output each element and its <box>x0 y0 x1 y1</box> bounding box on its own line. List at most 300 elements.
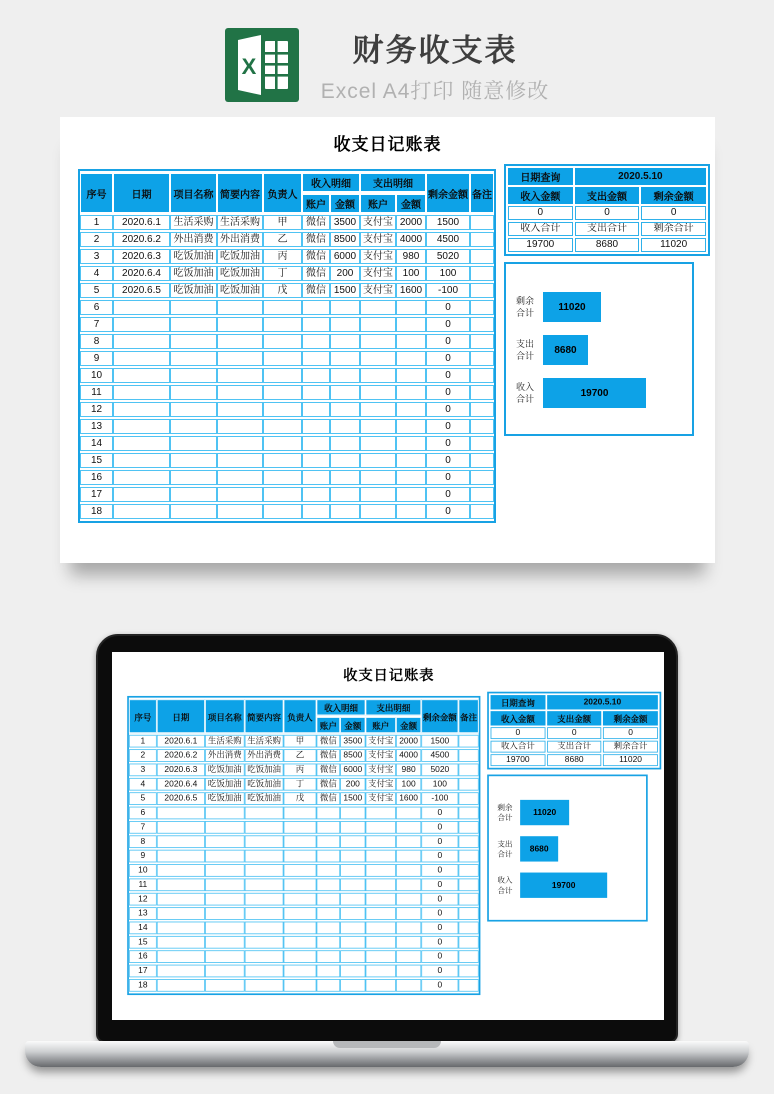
cell-out_account[interactable] <box>360 419 396 434</box>
cell-remaining[interactable]: 100 <box>421 778 458 791</box>
cell-in_amount[interactable] <box>330 351 360 366</box>
income-amount-label[interactable]: 收入金额 <box>508 187 573 204</box>
cell-person[interactable] <box>263 504 302 519</box>
table-row[interactable] <box>80 300 494 315</box>
cell-out_account[interactable] <box>366 907 396 920</box>
cell-out_amount[interactable]: 4000 <box>396 232 426 247</box>
table-row[interactable] <box>80 368 494 383</box>
cell-out_amount[interactable] <box>396 821 421 834</box>
cell-in_amount[interactable] <box>340 936 365 949</box>
cell-out_account[interactable]: 支付宝 <box>360 266 396 281</box>
income-amount-value[interactable]: 0 <box>508 206 573 220</box>
col-header-income-account[interactable]: 账户 <box>316 717 340 733</box>
cell-no[interactable]: 13 <box>80 419 113 434</box>
cell-note[interactable] <box>470 487 494 502</box>
cell-out_account[interactable] <box>366 821 396 834</box>
cell-note[interactable] <box>470 334 494 349</box>
cell-no[interactable]: 15 <box>80 453 113 468</box>
cell-out_account[interactable] <box>366 893 396 906</box>
cell-in_amount[interactable] <box>340 835 365 848</box>
cell-no[interactable]: 10 <box>129 864 157 877</box>
cell-date[interactable] <box>157 864 205 877</box>
col-header-note[interactable]: 备注 <box>470 173 494 213</box>
cell-project[interactable] <box>170 504 217 519</box>
cell-remaining[interactable]: -100 <box>426 283 470 298</box>
income-amount-label[interactable]: 收入金额 <box>491 711 546 725</box>
table-row[interactable] <box>129 735 479 748</box>
cell-person[interactable]: 乙 <box>263 232 302 247</box>
cell-content[interactable] <box>217 453 263 468</box>
table-row[interactable] <box>80 402 494 417</box>
cell-date[interactable] <box>157 835 205 848</box>
cell-in_amount[interactable] <box>340 907 365 920</box>
cell-no[interactable]: 7 <box>129 821 157 834</box>
cell-date[interactable] <box>113 487 170 502</box>
cell-out_account[interactable]: 支付宝 <box>366 778 396 791</box>
cell-out_amount[interactable] <box>396 835 421 848</box>
cell-date[interactable] <box>113 453 170 468</box>
cell-out_account[interactable] <box>360 317 396 332</box>
cell-note[interactable] <box>458 778 478 791</box>
cell-project[interactable] <box>170 470 217 485</box>
cell-no[interactable]: 6 <box>80 300 113 315</box>
remaining-total-value[interactable]: 11020 <box>603 754 658 766</box>
cell-note[interactable] <box>470 419 494 434</box>
cell-content[interactable] <box>245 965 284 978</box>
table-row[interactable] <box>80 351 494 366</box>
cell-in_amount[interactable] <box>340 922 365 935</box>
cell-person[interactable] <box>263 436 302 451</box>
cell-no[interactable]: 8 <box>80 334 113 349</box>
cell-no[interactable]: 3 <box>129 764 157 777</box>
cell-content[interactable] <box>217 300 263 315</box>
cell-no[interactable]: 2 <box>129 749 157 762</box>
table-row[interactable] <box>80 504 494 519</box>
date-query-value[interactable]: 2020.5.10 <box>575 168 706 185</box>
cell-in_amount[interactable]: 8500 <box>330 232 360 247</box>
cell-remaining[interactable]: 100 <box>426 266 470 281</box>
cell-out_account[interactable] <box>360 385 396 400</box>
cell-no[interactable]: 1 <box>80 215 113 230</box>
cell-in_account[interactable]: 微信 <box>316 735 340 748</box>
cell-date[interactable] <box>113 300 170 315</box>
cell-date[interactable]: 2020.6.2 <box>157 749 205 762</box>
table-row[interactable] <box>129 979 479 992</box>
cell-out_amount[interactable] <box>396 351 426 366</box>
table-row[interactable] <box>80 436 494 451</box>
cell-remaining[interactable]: 0 <box>421 965 458 978</box>
cell-out_account[interactable] <box>360 470 396 485</box>
remaining-amount-label[interactable]: 剩余金额 <box>603 711 658 725</box>
table-row[interactable] <box>80 283 494 298</box>
col-header-project[interactable]: 项目名称 <box>170 173 217 213</box>
cell-no[interactable]: 12 <box>129 893 157 906</box>
cell-out_account[interactable]: 支付宝 <box>360 232 396 247</box>
cell-in_amount[interactable] <box>330 470 360 485</box>
cell-remaining[interactable]: -100 <box>421 792 458 805</box>
cell-person[interactable]: 乙 <box>284 749 317 762</box>
cell-date[interactable]: 2020.6.4 <box>157 778 205 791</box>
col-header-expense-group[interactable]: 支出明细 <box>360 173 426 192</box>
cell-out_amount[interactable] <box>396 453 426 468</box>
cell-note[interactable] <box>458 764 478 777</box>
cell-date[interactable] <box>113 351 170 366</box>
cell-content[interactable]: 吃饭加油 <box>217 249 263 264</box>
cell-out_amount[interactable]: 2000 <box>396 735 421 748</box>
expense-amount-value[interactable]: 0 <box>547 727 602 739</box>
cell-person[interactable] <box>284 850 317 863</box>
cell-out_amount[interactable] <box>396 922 421 935</box>
cell-out_account[interactable] <box>360 351 396 366</box>
cell-in_amount[interactable] <box>330 436 360 451</box>
cell-out_amount[interactable] <box>396 807 421 820</box>
cell-content[interactable]: 外出消费 <box>245 749 284 762</box>
cell-out_account[interactable] <box>366 878 396 891</box>
cell-out_account[interactable] <box>360 504 396 519</box>
cell-in_amount[interactable] <box>330 368 360 383</box>
cell-in_amount[interactable]: 3500 <box>330 215 360 230</box>
cell-remaining[interactable]: 0 <box>421 907 458 920</box>
cell-content[interactable] <box>245 922 284 935</box>
cell-in_amount[interactable]: 1500 <box>340 792 365 805</box>
table-row[interactable] <box>80 266 494 281</box>
cell-note[interactable] <box>458 878 478 891</box>
cell-content[interactable] <box>217 402 263 417</box>
cell-in_account[interactable]: 微信 <box>316 764 340 777</box>
cell-in_amount[interactable]: 200 <box>340 778 365 791</box>
cell-remaining[interactable]: 0 <box>421 936 458 949</box>
cell-date[interactable]: 2020.6.2 <box>113 232 170 247</box>
cell-out_amount[interactable] <box>396 864 421 877</box>
cell-note[interactable] <box>470 385 494 400</box>
cell-remaining[interactable]: 0 <box>421 850 458 863</box>
col-header-expense-amount[interactable]: 金额 <box>396 717 421 733</box>
cell-note[interactable] <box>470 317 494 332</box>
cell-note[interactable] <box>458 936 478 949</box>
cell-in_amount[interactable]: 200 <box>330 266 360 281</box>
table-row[interactable] <box>129 922 479 935</box>
cell-person[interactable] <box>284 878 317 891</box>
cell-remaining[interactable]: 0 <box>426 334 470 349</box>
cell-no[interactable]: 10 <box>80 368 113 383</box>
cell-remaining[interactable]: 0 <box>426 470 470 485</box>
cell-no[interactable]: 7 <box>80 317 113 332</box>
cell-content[interactable] <box>217 419 263 434</box>
table-row[interactable] <box>129 950 479 963</box>
cell-note[interactable] <box>458 979 478 992</box>
cell-content[interactable] <box>217 351 263 366</box>
cell-remaining[interactable]: 0 <box>426 300 470 315</box>
cell-date[interactable] <box>113 436 170 451</box>
cell-date[interactable]: 2020.6.5 <box>113 283 170 298</box>
cell-person[interactable] <box>284 807 317 820</box>
cell-date[interactable] <box>113 368 170 383</box>
cell-person[interactable]: 甲 <box>284 735 317 748</box>
cell-date[interactable] <box>113 385 170 400</box>
cell-person[interactable]: 丁 <box>263 266 302 281</box>
cell-out_amount[interactable] <box>396 504 426 519</box>
cell-out_account[interactable]: 支付宝 <box>360 283 396 298</box>
col-header-content[interactable]: 简要内容 <box>217 173 263 213</box>
cell-content[interactable]: 吃饭加油 <box>217 283 263 298</box>
cell-in_account[interactable] <box>316 965 340 978</box>
cell-remaining[interactable]: 0 <box>421 878 458 891</box>
cell-remaining[interactable]: 0 <box>426 453 470 468</box>
cell-in_account[interactable] <box>302 351 330 366</box>
cell-remaining[interactable]: 1500 <box>421 735 458 748</box>
cell-project[interactable] <box>205 979 245 992</box>
income-total-label[interactable]: 收入合计 <box>508 222 573 236</box>
cell-no[interactable]: 1 <box>129 735 157 748</box>
cell-out_amount[interactable]: 1600 <box>396 792 421 805</box>
cell-note[interactable] <box>470 453 494 468</box>
table-row[interactable] <box>80 334 494 349</box>
cell-note[interactable] <box>470 232 494 247</box>
income-total-label[interactable]: 收入合计 <box>491 741 546 753</box>
cell-out_account[interactable] <box>366 807 396 820</box>
cell-in_account[interactable] <box>316 864 340 877</box>
remaining-amount-value[interactable]: 0 <box>641 206 706 220</box>
col-header-income-group[interactable]: 收入明细 <box>302 173 360 192</box>
table-row[interactable] <box>129 749 479 762</box>
cell-in_account[interactable] <box>302 419 330 434</box>
cell-person[interactable] <box>263 317 302 332</box>
cell-out_amount[interactable] <box>396 850 421 863</box>
cell-content[interactable] <box>217 470 263 485</box>
col-header-expense-account[interactable]: 账户 <box>366 717 396 733</box>
cell-person[interactable]: 丙 <box>284 764 317 777</box>
cell-no[interactable]: 11 <box>80 385 113 400</box>
cell-project[interactable] <box>170 385 217 400</box>
cell-remaining[interactable]: 0 <box>426 402 470 417</box>
cell-out_account[interactable] <box>366 922 396 935</box>
cell-in_account[interactable] <box>316 979 340 992</box>
cell-content[interactable] <box>217 385 263 400</box>
cell-content[interactable] <box>245 936 284 949</box>
cell-note[interactable] <box>470 215 494 230</box>
col-header-date[interactable]: 日期 <box>113 173 170 213</box>
cell-project[interactable]: 吃饭加油 <box>170 266 217 281</box>
col-header-income-group[interactable]: 收入明细 <box>316 699 365 715</box>
cell-note[interactable] <box>458 850 478 863</box>
cell-note[interactable] <box>458 807 478 820</box>
cell-in_account[interactable] <box>302 402 330 417</box>
cell-remaining[interactable]: 0 <box>426 351 470 366</box>
cell-date[interactable]: 2020.6.4 <box>113 266 170 281</box>
col-header-remaining[interactable]: 剩余金额 <box>421 699 458 733</box>
cell-in_amount[interactable]: 1500 <box>330 283 360 298</box>
cell-project[interactable] <box>170 300 217 315</box>
cell-remaining[interactable]: 0 <box>421 821 458 834</box>
cell-in_amount[interactable] <box>340 979 365 992</box>
cell-note[interactable] <box>470 300 494 315</box>
cell-no[interactable]: 4 <box>80 266 113 281</box>
cell-project[interactable] <box>170 487 217 502</box>
table-row[interactable] <box>129 792 479 805</box>
table-row[interactable] <box>129 864 479 877</box>
cell-in_amount[interactable]: 8500 <box>340 749 365 762</box>
cell-in_account[interactable] <box>302 317 330 332</box>
cell-in_account[interactable]: 微信 <box>302 249 330 264</box>
cell-person[interactable]: 戊 <box>284 792 317 805</box>
col-header-remaining[interactable]: 剩余金额 <box>426 173 470 213</box>
cell-project[interactable]: 外出消费 <box>170 232 217 247</box>
cell-out_account[interactable]: 支付宝 <box>366 735 396 748</box>
cell-remaining[interactable]: 0 <box>426 487 470 502</box>
cell-content[interactable] <box>245 807 284 820</box>
cell-remaining[interactable]: 5020 <box>426 249 470 264</box>
cell-date[interactable] <box>157 850 205 863</box>
cell-project[interactable] <box>205 807 245 820</box>
cell-content[interactable] <box>245 864 284 877</box>
cell-date[interactable] <box>113 504 170 519</box>
cell-no[interactable]: 18 <box>80 504 113 519</box>
cell-in_account[interactable]: 微信 <box>302 232 330 247</box>
cell-in_account[interactable] <box>316 950 340 963</box>
cell-no[interactable]: 5 <box>80 283 113 298</box>
cell-note[interactable] <box>470 266 494 281</box>
cell-person[interactable] <box>263 453 302 468</box>
income-total-value[interactable]: 19700 <box>508 238 573 252</box>
cell-in_amount[interactable] <box>340 878 365 891</box>
cell-note[interactable] <box>470 470 494 485</box>
cell-note[interactable] <box>470 436 494 451</box>
cell-content[interactable]: 吃饭加油 <box>245 792 284 805</box>
cell-note[interactable] <box>470 368 494 383</box>
table-row[interactable] <box>129 878 479 891</box>
cell-remaining[interactable]: 0 <box>426 317 470 332</box>
cell-in_amount[interactable] <box>340 950 365 963</box>
cell-remaining[interactable]: 0 <box>421 893 458 906</box>
cell-out_account[interactable]: 支付宝 <box>366 764 396 777</box>
cell-date[interactable] <box>157 878 205 891</box>
cell-in_amount[interactable] <box>330 300 360 315</box>
table-row[interactable] <box>80 470 494 485</box>
table-row[interactable] <box>80 317 494 332</box>
cell-in_account[interactable] <box>316 821 340 834</box>
cell-project[interactable]: 吃饭加油 <box>205 778 245 791</box>
col-header-income-amount[interactable]: 金额 <box>330 194 360 213</box>
table-row[interactable] <box>129 778 479 791</box>
cell-person[interactable] <box>263 334 302 349</box>
table-row[interactable] <box>80 419 494 434</box>
cell-no[interactable]: 2 <box>80 232 113 247</box>
cell-date[interactable]: 2020.6.3 <box>113 249 170 264</box>
cell-out_account[interactable] <box>360 368 396 383</box>
cell-out_amount[interactable] <box>396 402 426 417</box>
cell-in_account[interactable]: 微信 <box>302 283 330 298</box>
cell-person[interactable] <box>284 864 317 877</box>
cell-content[interactable]: 吃饭加油 <box>217 266 263 281</box>
cell-person[interactable]: 甲 <box>263 215 302 230</box>
cell-in_account[interactable]: 微信 <box>302 266 330 281</box>
expense-amount-label[interactable]: 支出金额 <box>575 187 640 204</box>
cell-in_account[interactable]: 微信 <box>302 215 330 230</box>
expense-total-label[interactable]: 支出合计 <box>547 741 602 753</box>
cell-note[interactable] <box>458 749 478 762</box>
cell-content[interactable] <box>245 850 284 863</box>
cell-content[interactable] <box>245 950 284 963</box>
cell-content[interactable] <box>217 504 263 519</box>
cell-project[interactable]: 吃饭加油 <box>170 249 217 264</box>
cell-no[interactable]: 6 <box>129 807 157 820</box>
cell-in_amount[interactable]: 6000 <box>330 249 360 264</box>
cell-in_account[interactable]: 微信 <box>316 778 340 791</box>
cell-out_amount[interactable]: 1600 <box>396 283 426 298</box>
col-header-no[interactable]: 序号 <box>129 699 157 733</box>
cell-project[interactable] <box>170 351 217 366</box>
cell-note[interactable] <box>458 907 478 920</box>
cell-person[interactable] <box>263 487 302 502</box>
cell-out_amount[interactable]: 100 <box>396 778 421 791</box>
cell-remaining[interactable]: 0 <box>426 385 470 400</box>
cell-date[interactable] <box>157 821 205 834</box>
cell-person[interactable] <box>284 936 317 949</box>
cell-project[interactable] <box>205 936 245 949</box>
cell-date[interactable] <box>113 317 170 332</box>
cell-project[interactable] <box>205 821 245 834</box>
col-header-project[interactable]: 项目名称 <box>205 699 245 733</box>
cell-in_amount[interactable] <box>340 850 365 863</box>
col-header-person[interactable]: 负责人 <box>263 173 302 213</box>
cell-project[interactable]: 外出消费 <box>205 749 245 762</box>
cell-out_amount[interactable] <box>396 878 421 891</box>
cell-in_account[interactable] <box>316 850 340 863</box>
cell-project[interactable] <box>205 864 245 877</box>
cell-remaining[interactable]: 0 <box>421 835 458 848</box>
cell-note[interactable] <box>458 821 478 834</box>
cell-in_amount[interactable] <box>330 317 360 332</box>
cell-in_account[interactable] <box>302 385 330 400</box>
cell-project[interactable] <box>170 334 217 349</box>
cell-note[interactable] <box>470 249 494 264</box>
cell-out_amount[interactable] <box>396 979 421 992</box>
cell-person[interactable] <box>284 835 317 848</box>
cell-in_account[interactable] <box>316 807 340 820</box>
cell-person[interactable] <box>263 368 302 383</box>
cell-date[interactable]: 2020.6.3 <box>157 764 205 777</box>
cell-remaining[interactable]: 4500 <box>426 232 470 247</box>
cell-person[interactable] <box>263 419 302 434</box>
cell-project[interactable]: 生活采购 <box>205 735 245 748</box>
cell-out_amount[interactable]: 980 <box>396 249 426 264</box>
cell-content[interactable]: 吃饭加油 <box>245 764 284 777</box>
col-header-no[interactable]: 序号 <box>80 173 113 213</box>
cell-out_amount[interactable] <box>396 385 426 400</box>
cell-date[interactable] <box>113 419 170 434</box>
cell-in_amount[interactable] <box>340 807 365 820</box>
cell-project[interactable]: 生活采购 <box>170 215 217 230</box>
cell-out_amount[interactable] <box>396 368 426 383</box>
table-row[interactable] <box>129 936 479 949</box>
date-query-label[interactable]: 日期查询 <box>508 168 573 185</box>
cell-content[interactable] <box>217 368 263 383</box>
cell-person[interactable] <box>284 950 317 963</box>
cell-project[interactable] <box>205 907 245 920</box>
cell-project[interactable] <box>205 893 245 906</box>
col-header-date[interactable]: 日期 <box>157 699 205 733</box>
cell-out_amount[interactable] <box>396 907 421 920</box>
cell-content[interactable] <box>245 979 284 992</box>
cell-content[interactable] <box>245 821 284 834</box>
table-row[interactable] <box>80 232 494 247</box>
cell-note[interactable] <box>458 950 478 963</box>
cell-person[interactable] <box>263 351 302 366</box>
cell-out_amount[interactable]: 4000 <box>396 749 421 762</box>
cell-content[interactable] <box>217 436 263 451</box>
cell-project[interactable] <box>170 317 217 332</box>
cell-out_amount[interactable]: 2000 <box>396 215 426 230</box>
